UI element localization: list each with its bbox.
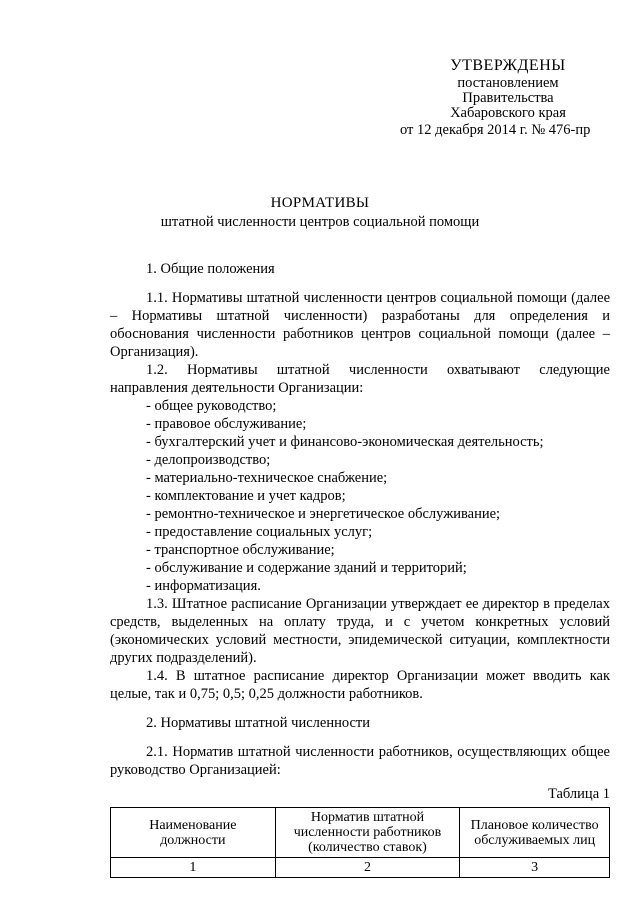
list-item: - предоставление социальных услуг; — [146, 524, 373, 540]
approval-line-1: постановлением — [457, 75, 559, 92]
table-row — [111, 858, 610, 878]
table-cell: 3 — [460, 858, 610, 878]
table-caption: Таблица 1 — [547, 786, 610, 802]
approval-block — [398, 57, 618, 138]
paragraph-1-1: 1.1. Нормативы штатной численности центров социальной помощи (далее – Нормативы штатной численности) разработаны для определения и обоснования численности работников центров социальной помощи (далее – Организация). — [110, 290, 610, 360]
paragraph-1-2: 1.2. Нормативы штатной численности охватывают следующие направления деятельности Организации: — [110, 362, 610, 396]
list-item: - делопроизводство; — [146, 452, 271, 468]
approval-line-3: Хабаровского края — [450, 104, 566, 121]
section-1-heading: 1. Общие положения — [146, 261, 275, 277]
norms-table — [110, 807, 610, 878]
table-cell: 1 — [111, 858, 276, 878]
document-title: НОРМАТИВЫ — [270, 195, 370, 211]
approval-line-2: Правительства — [462, 90, 554, 107]
paragraph-1-4: 1.4. В штатное расписание директор Организации может вводить как целые, так и 0,75; 0,5; 0,25 должности работников. — [110, 668, 610, 702]
list-item: - транспортное обслуживание; — [146, 542, 335, 558]
table-cell: 2 — [275, 858, 460, 878]
paragraph-2-1: 2.1. Норматив штатной численности работников, осуществляющих общее руководство Организацией: — [110, 744, 610, 778]
list-item: - правовое обслуживание; — [146, 416, 307, 432]
list-item: - информатизация. — [146, 578, 261, 594]
approval-date: от 12 декабря 2014 г. № 476-пр — [400, 122, 591, 138]
document-subtitle: штатной численности центров социальной помощи — [160, 214, 480, 230]
list-item: - бухгалтерский учет и финансово-экономическая деятельность; — [146, 434, 544, 450]
paragraph-1-3: 1.3. Штатное расписание Организации утверждает ее директор в пределах средств, выделенных на оплату труда, и с учетом конкретных условий (экономических условий местности, эпидемической ситуации, комплектности других подразделений). — [110, 596, 610, 666]
table-header-cell: Норматив штатной численности работников (количество ставок) — [275, 808, 460, 858]
list-item: - обслуживание и содержание зданий и территорий; — [146, 560, 467, 576]
document-body — [110, 260, 610, 878]
section-2-heading: 2. Нормативы штатной численности — [146, 715, 370, 731]
directions-list — [110, 397, 610, 595]
list-item: - ремонтно-техническое и энергетическое обслуживание; — [146, 506, 501, 522]
list-item: - общее руководство; — [146, 398, 277, 414]
list-item: - комплектование и учет кадров; — [146, 488, 346, 504]
table-header-cell: Наименование должности — [111, 808, 276, 858]
approval-heading: УТВЕРЖДЕНЫ — [450, 57, 566, 74]
table-header-cell: Плановое количество обслуживаемых лиц — [460, 808, 610, 858]
list-item: - материально-техническое снабжение; — [146, 470, 388, 486]
table-header-row — [111, 808, 610, 858]
